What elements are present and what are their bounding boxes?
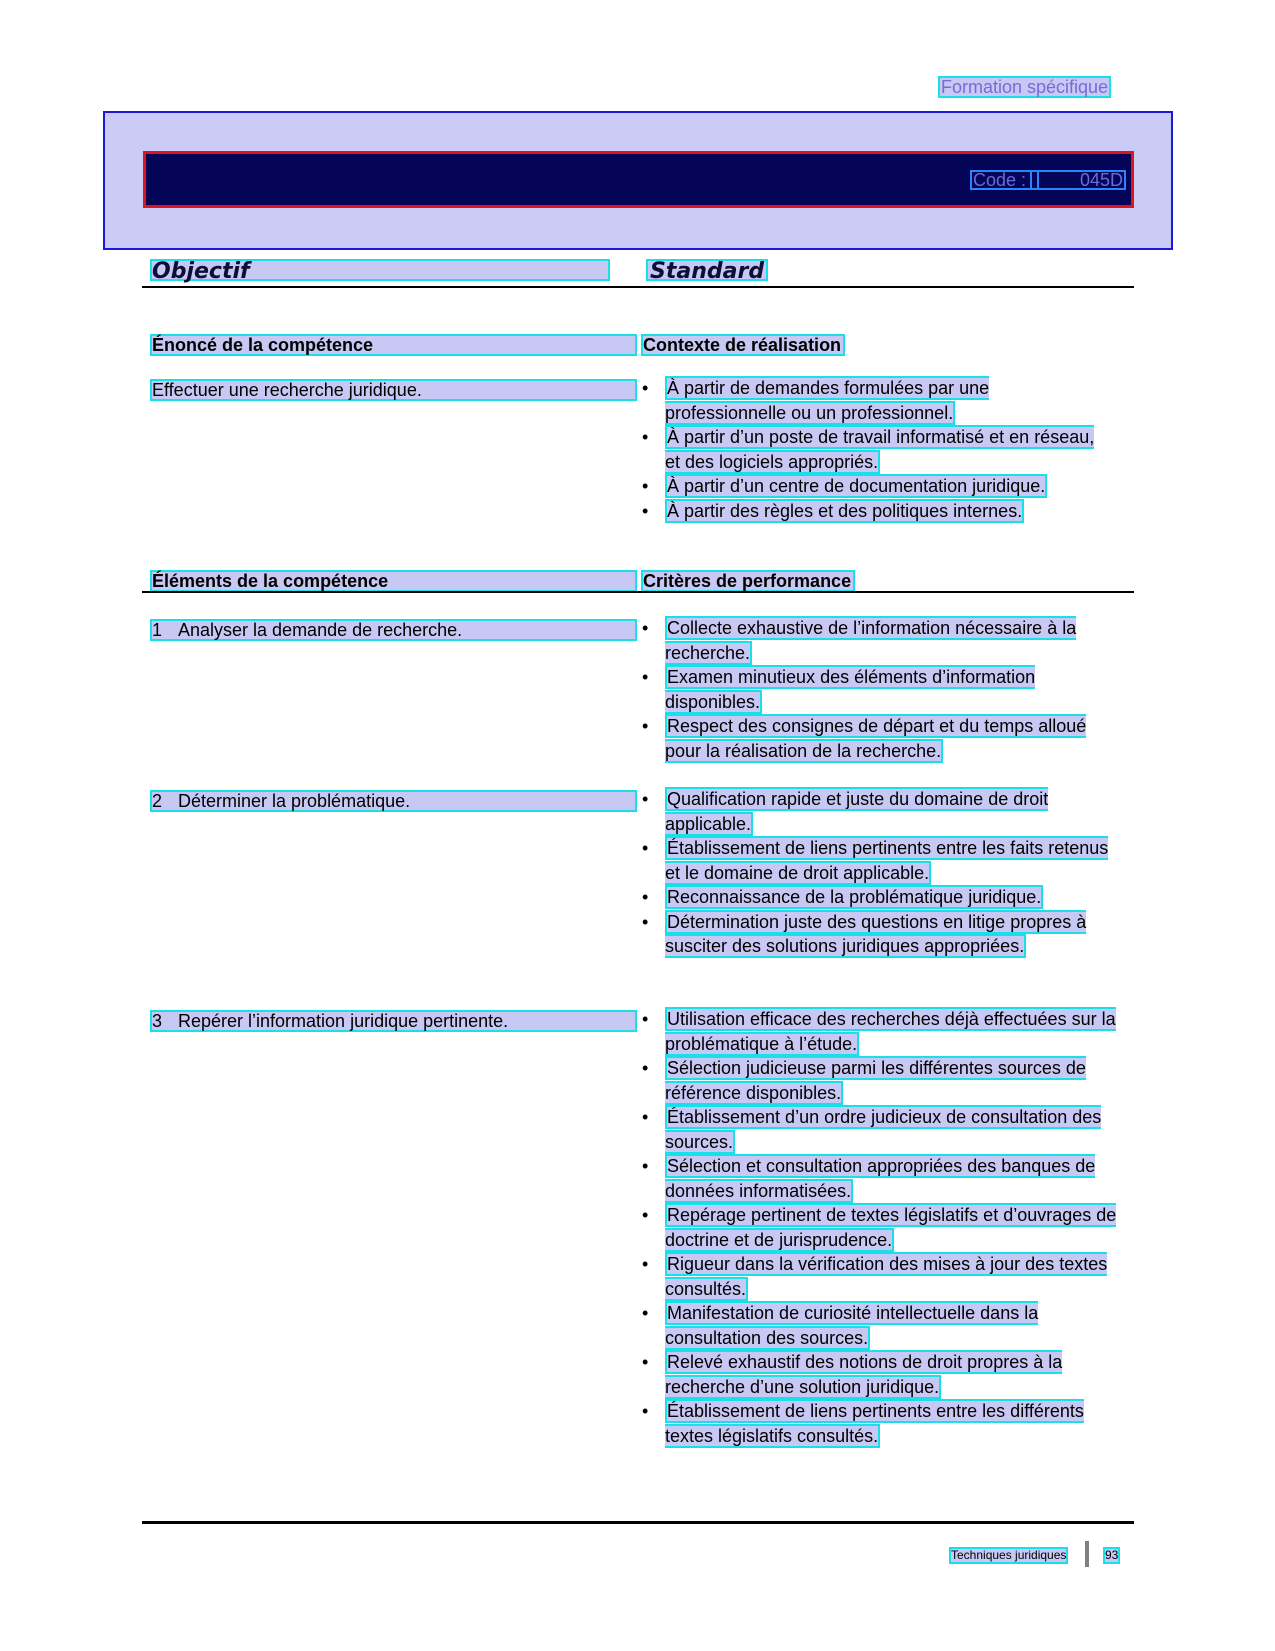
code-separator: [1030, 172, 1039, 188]
bullet-item: [642, 885, 1117, 910]
bullet-text: Examen minutieux des éléments d’information disponibles.: [665, 667, 1036, 712]
elements-heading: Éléments de la compétence: [150, 570, 637, 592]
criteria-list-2: [642, 787, 1117, 959]
footer-separator: [1085, 1541, 1089, 1567]
bullet-text: Détermination juste des questions en litige propres à susciter des solutions juridiques appropriées.: [665, 911, 1087, 956]
footer-program: Techniques juridiques: [951, 1548, 1067, 1562]
bullet-item: [642, 1154, 1122, 1203]
bullet-item: [642, 1301, 1122, 1350]
bullet-item: [642, 787, 1117, 836]
footer-rule: [142, 1521, 1134, 1524]
bullet-text: À partir d’un poste de travail informatisé et en réseau, et des logiciels appropriés.: [665, 427, 1095, 472]
statement-heading: Énoncé de la compétence: [150, 334, 637, 356]
criteria-list-3: [642, 1007, 1122, 1448]
bullet-item: [642, 376, 1112, 425]
element-number: 2: [152, 791, 163, 811]
bullet-item: [642, 499, 1112, 524]
context-heading: Contexte de réalisation: [641, 334, 845, 356]
objective-heading: Objectif: [150, 259, 610, 281]
bullet-text: Qualification rapide et juste du domaine de droit applicable.: [665, 789, 1049, 834]
element-2: [150, 790, 637, 812]
page-number: 93: [1105, 1548, 1119, 1562]
element-number: 1: [152, 620, 163, 640]
bullet-item: [642, 1007, 1122, 1056]
bullet-text: Établissement d’un ordre judicieux de consultation des sources.: [665, 1107, 1102, 1152]
bullet-text: Reconnaissance de la problématique juridique.: [667, 887, 1042, 907]
criteria-heading: Critères de performance: [641, 570, 855, 592]
element-label: Analyser la demande de recherche.: [178, 620, 463, 640]
bullet-item: [642, 1399, 1122, 1448]
bullet-text: Respect des consignes de départ et du temps alloué pour la réalisation de la recherche.: [665, 716, 1087, 761]
bullet-item: [642, 1252, 1122, 1301]
competence-statement: Effectuer une recherche juridique.: [150, 379, 637, 401]
title-bar: [143, 151, 1134, 208]
element-number: 3: [152, 1011, 163, 1031]
elements-rule: [142, 591, 1134, 593]
bullet-text: Rigueur dans la vérification des mises à jour des textes consultés.: [665, 1254, 1108, 1299]
criteria-list-1: [642, 616, 1117, 763]
bullet-text: Sélection judicieuse parmi les différentes sources de référence disponibles.: [665, 1058, 1086, 1103]
bullet-item: [642, 1203, 1122, 1252]
bullet-item: [642, 425, 1112, 474]
bullet-item: [642, 474, 1112, 499]
program-section-label: Formation spécifique: [938, 76, 1111, 98]
element-1: [150, 619, 637, 641]
bullet-item: [642, 714, 1117, 763]
bullet-item: [642, 1350, 1122, 1399]
context-list: [642, 376, 1112, 523]
bullet-item: [642, 836, 1117, 885]
bullet-text: À partir d’un centre de documentation juridique.: [667, 476, 1046, 496]
element-3: [150, 1010, 637, 1032]
bullet-text: Établissement de liens pertinents entre les différents textes législatifs consultés.: [665, 1401, 1084, 1446]
bullet-text: Collecte exhaustive de l’information nécessaire à la recherche.: [665, 618, 1077, 663]
code-value: 045D: [1079, 170, 1123, 190]
bullet-item: [642, 665, 1117, 714]
header-panel: [103, 111, 1173, 250]
bullet-item: [642, 616, 1117, 665]
bullet-item: [642, 1105, 1122, 1154]
bullet-text: Manifestation de curiosité intellectuelle dans la consultation des sources.: [665, 1303, 1039, 1348]
bullet-text: Utilisation efficace des recherches déjà effectuées sur la problématique à l’étude.: [665, 1009, 1116, 1054]
bullet-text: Relevé exhaustif des notions de droit propres à la recherche d’une solution juridique.: [665, 1352, 1063, 1397]
bullet-text: À partir des règles et des politiques internes.: [667, 500, 1023, 521]
bullet-text: Sélection et consultation appropriées des banques de données informatisées.: [665, 1156, 1096, 1201]
code-label: Code :: [973, 170, 1027, 190]
bullet-text: Repérage pertinent de textes législatifs et d’ouvrages de doctrine et de jurisprudence.: [665, 1205, 1117, 1250]
bullet-text: À partir de demandes formulées par une professionnelle ou un professionnel.: [665, 378, 990, 423]
standard-heading: Standard: [646, 259, 768, 281]
bullet-item: [642, 1056, 1122, 1105]
competence-code: [970, 170, 1126, 190]
element-label: Repérer l’information juridique pertinente.: [178, 1011, 509, 1031]
bullet-text: Établissement de liens pertinents entre les faits retenus et le domaine de droit applicable.: [665, 838, 1109, 883]
bullet-item: [642, 910, 1117, 959]
element-label: Déterminer la problématique.: [178, 791, 411, 811]
heading-rule: [142, 286, 1134, 288]
